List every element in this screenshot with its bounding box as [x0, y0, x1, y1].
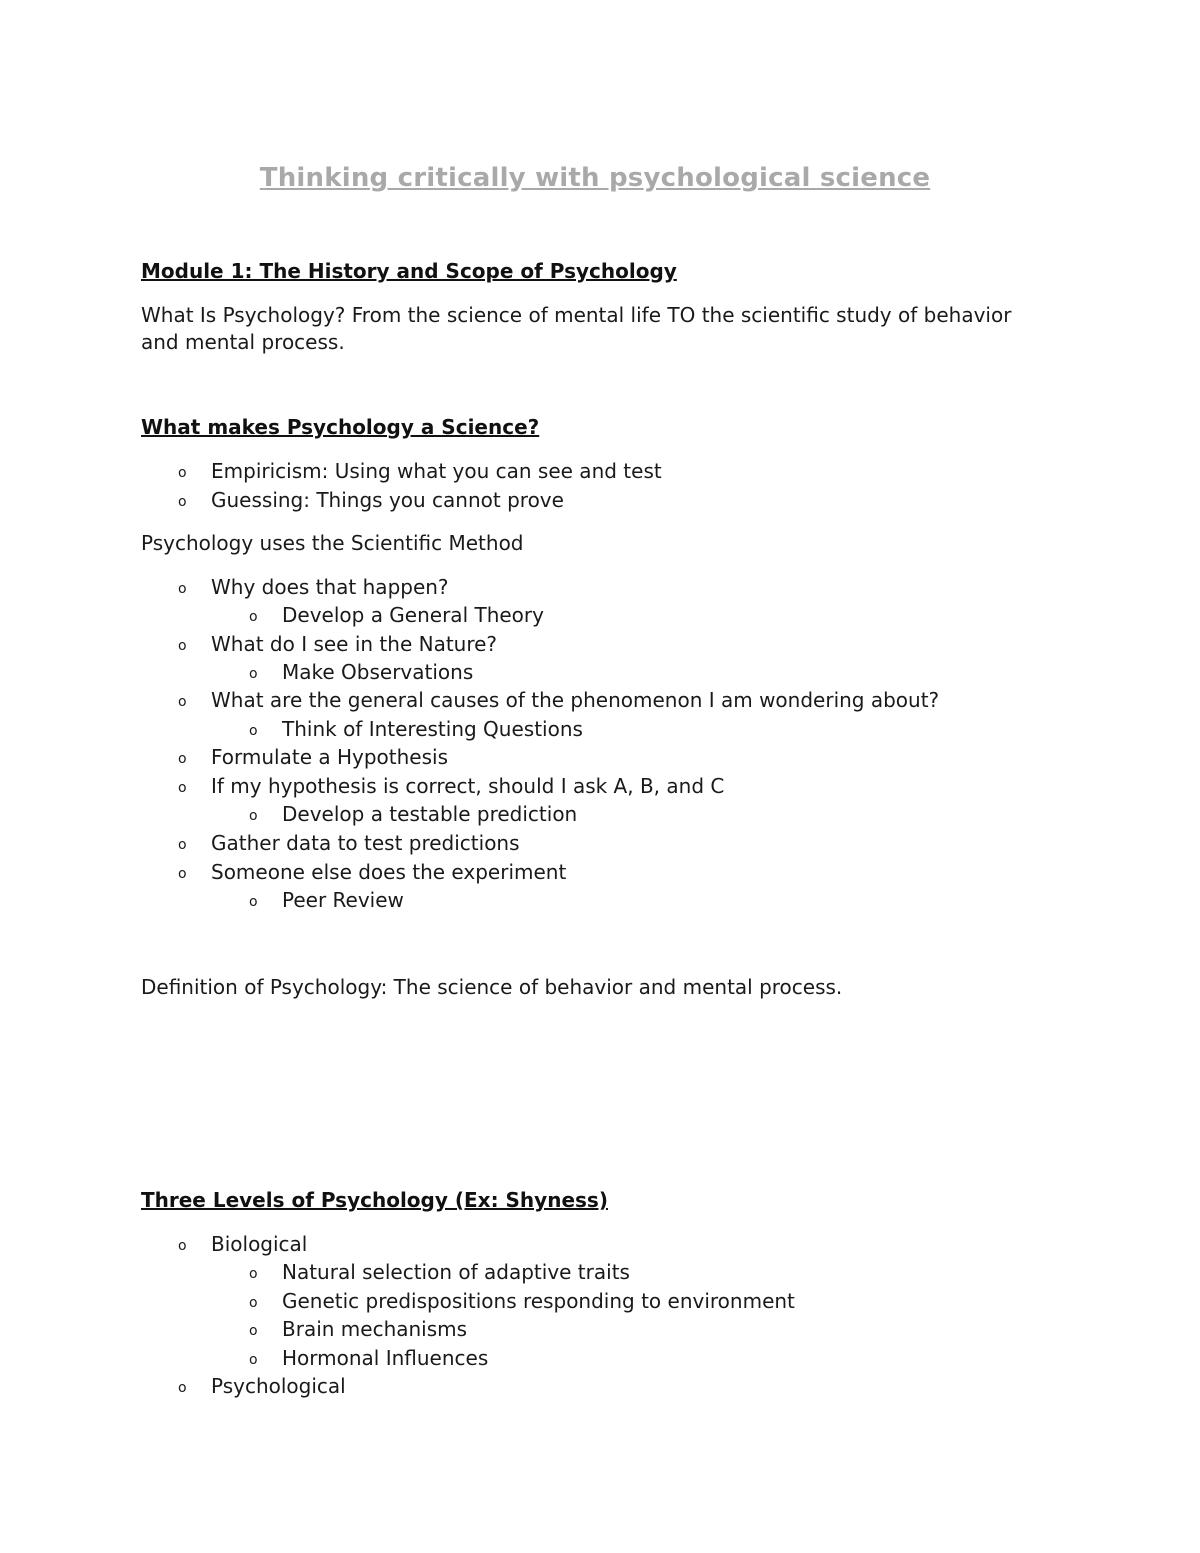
list-item: o Gather data to test predictions	[178, 831, 520, 855]
sub-list-item: o Develop a General Theory	[249, 603, 544, 627]
sub-list-item: o Brain mechanisms	[249, 1317, 468, 1341]
list-item: o What are the general causes of the phenomenon I am wondering about?	[178, 688, 940, 712]
bullet-icon: o	[249, 1352, 258, 1368]
document-title: Thinking critically with psychological science	[259, 163, 931, 193]
bullet-icon: o	[178, 465, 187, 481]
sub-list-item: o Hormonal Influences	[249, 1346, 489, 1370]
list-item: o What do I see in the Nature?	[178, 632, 498, 656]
method-intro: Psychology uses the Scientific Method	[141, 531, 524, 555]
list-item: o Biological	[178, 1232, 308, 1256]
sub-list-item: o Peer Review	[249, 888, 404, 912]
sub-list-item: o Make Observations	[249, 660, 474, 684]
module-heading: Module 1: The History and Scope of Psychology	[141, 259, 677, 283]
bullet-icon: o	[178, 780, 187, 796]
sub-list-item: o Genetic predispositions responding to environment	[249, 1289, 795, 1313]
bullet-icon: o	[249, 609, 258, 625]
bullet-icon: o	[178, 638, 187, 654]
bullet-icon: o	[178, 866, 187, 882]
bullet-icon: o	[178, 581, 187, 597]
list-item: o Formulate a Hypothesis	[178, 745, 449, 769]
science-heading: What makes Psychology a Science?	[141, 415, 540, 439]
bullet-icon: o	[178, 494, 187, 510]
list-item: o Psychological	[178, 1374, 346, 1398]
bullet-icon: o	[249, 1266, 258, 1282]
bullet-icon: o	[249, 894, 258, 910]
list-item: o Guessing: Things you cannot prove	[178, 488, 564, 512]
sub-list-item: o Natural selection of adaptive traits	[249, 1260, 630, 1284]
bullet-icon: o	[249, 723, 258, 739]
bullet-icon: o	[178, 1238, 187, 1254]
bullet-icon: o	[249, 666, 258, 682]
list-item: o Someone else does the experiment	[178, 860, 567, 884]
sub-list-item: o Develop a testable prediction	[249, 802, 578, 826]
list-item: o If my hypothesis is correct, should I ask A, B, and C	[178, 774, 725, 798]
bullet-icon: o	[178, 751, 187, 767]
bullet-icon: o	[178, 694, 187, 710]
bullet-icon: o	[249, 1295, 258, 1311]
bullet-icon: o	[249, 1323, 258, 1339]
list-item: o Empiricism: Using what you can see and test	[178, 459, 662, 483]
intro-paragraph: What Is Psychology? From the science of mental life TO the scientific study of behavior and mental process.	[141, 303, 1012, 354]
levels-heading: Three Levels of Psychology (Ex: Shyness)	[141, 1188, 608, 1212]
bullet-icon: o	[178, 837, 187, 853]
definition-paragraph: Definition of Psychology: The science of behavior and mental process.	[141, 975, 843, 999]
bullet-icon: o	[178, 1380, 187, 1396]
list-item: o Why does that happen?	[178, 575, 449, 599]
sub-list-item: o Think of Interesting Questions	[249, 717, 583, 741]
bullet-icon: o	[249, 808, 258, 824]
